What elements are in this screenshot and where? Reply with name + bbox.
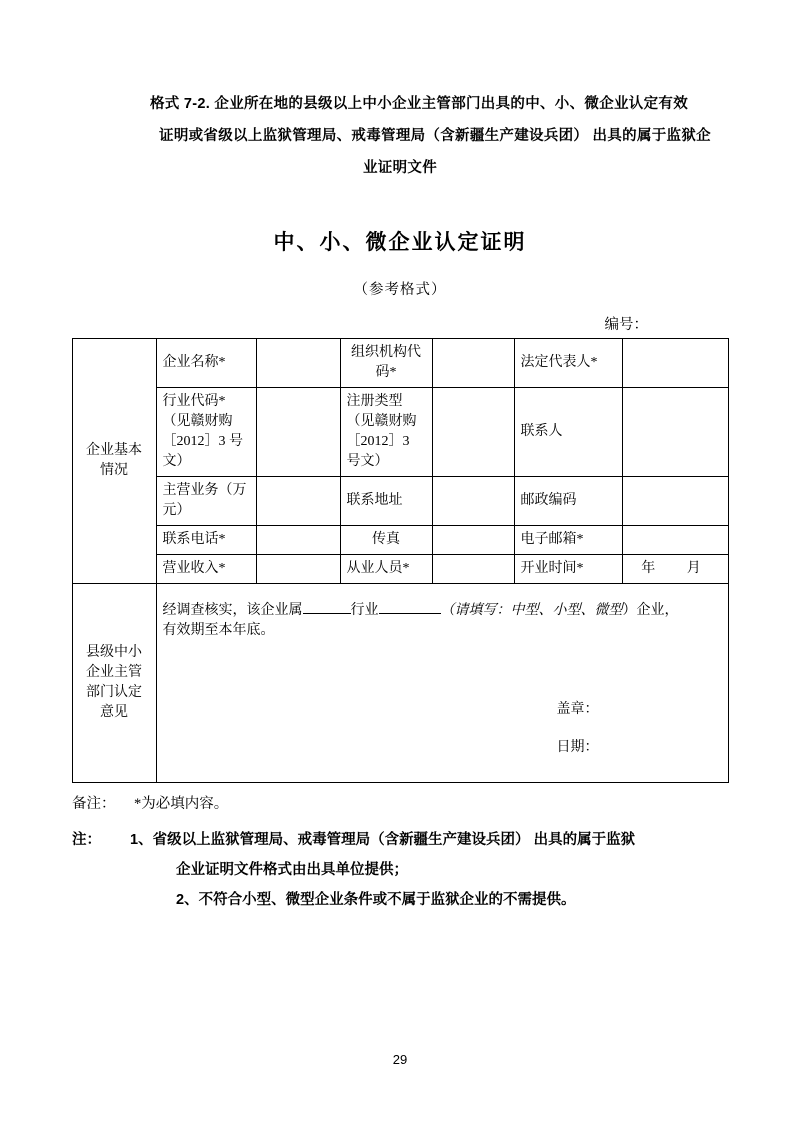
opinion-text-c: （请填写： [440,603,511,618]
note-item-1-line-1: 1、省级以上监狱管理局、戒毒管理局（含新疆生产建设兵团） 出具的属于监狱 [130,832,636,848]
cell-value-fax[interactable] [432,526,514,555]
table-row [72,388,728,477]
notes-label: 注： [72,832,101,848]
cell-value-legal-rep[interactable] [622,339,728,388]
opinion-statement [163,599,722,621]
table-row [72,339,728,388]
cell-value-contact-address[interactable] [432,477,514,526]
serial-number-label: 编号： [604,317,648,333]
cell-value-employees[interactable] [432,555,514,584]
cell-value-open-date[interactable] [622,555,728,584]
opinion-validity: 有效期至本年底。 [162,623,275,638]
remark-label: 备注： [72,796,116,812]
cell-value-company-name[interactable] [256,339,340,388]
cell-label-industry-code: 行业代码*（见赣财购［2012］3 号文） [156,388,256,477]
cell-value-phone[interactable] [256,526,340,555]
remark-line [0,783,800,813]
opinion-text-b: 行业 [350,603,379,618]
cell-label-legal-rep: 法定代表人* [514,339,622,388]
form-heading-line-1: 格式 7-2. 企业所在地的县级以上中小企业主管部门出具的中、小、微企业认定有效 [149,96,689,112]
opinion-option-micro: 微型 [594,603,623,618]
row-header-opinion-line-2: 企业主管 [86,665,142,680]
cell-label-main-business: 主营业务（万元） [156,477,256,526]
document-title: 中、小、微企业认定证明 [273,231,527,254]
cell-value-email[interactable] [622,526,728,555]
opinion-blank-industry-value[interactable] [379,599,441,614]
cell-label-registration-type: 注册类型（见赣财购［2012］3 号文） [340,388,432,477]
enterprise-certification-table [72,338,729,783]
open-date-year-month: 年 月 [641,561,715,576]
cell-label-phone: 联系电话* [156,526,256,555]
form-heading [0,0,800,184]
cell-value-postal-code[interactable] [622,477,728,526]
note-item-1 [72,825,728,855]
table-row [72,584,728,783]
cell-value-org-code[interactable] [432,339,514,388]
cell-value-industry-code[interactable] [256,388,340,477]
note-item-1-line-2: 企业证明文件格式由出具单位提供； [176,862,408,878]
row-header-opinion-line-1: 县级中小 [86,645,142,660]
opinion-stamp-label: 盖章： [556,702,599,717]
table-row [72,526,728,555]
cell-label-postal-code: 邮政编码 [514,477,622,526]
cell-label-open-date: 开业时间* [514,555,622,584]
note-item-2: 2、不符合小型、微型企业条件或不属于监狱企业的不需提供。 [176,892,576,908]
opinion-option-small: 小型、 [552,603,595,618]
row-header-opinion [72,584,156,783]
row-header-basic-info-line-2: 情况 [100,463,128,478]
form-heading-line-3: 业证明文件 [363,160,437,176]
notes-block [0,813,800,915]
table-row [72,555,728,584]
row-header-basic-info-line-1: 企业基本 [86,443,142,458]
cell-label-org-code: 组织机构代码* [340,339,432,388]
cell-label-fax: 传真 [340,526,432,555]
cell-value-revenue[interactable] [256,555,340,584]
cell-value-main-business[interactable] [256,477,340,526]
form-heading-line-2: 证明或省级以上监狱管理局、戒毒管理局（含新疆生产建设兵团） 出具的属于监狱企 [159,128,711,144]
cell-label-employees: 从业人员* [340,555,432,584]
cell-value-registration-type[interactable] [432,388,514,477]
opinion-date-label: 日期： [556,740,599,755]
opinion-text-g: ）企业， [622,603,679,618]
row-header-opinion-line-4: 意见 [100,705,128,720]
opinion-text-a: 经调查核实，该企业属 [162,603,303,618]
cell-label-contact-address: 联系地址 [340,477,432,526]
cell-label-email: 电子邮箱* [514,526,622,555]
table-row [72,477,728,526]
cell-label-company-name: 企业名称* [156,339,256,388]
remark-text: *为必填内容。 [134,796,229,812]
page-number: 29 [392,1052,408,1067]
cell-value-contact-person[interactable] [622,388,728,477]
cell-label-contact-person: 联系人 [514,388,622,477]
document-subtitle: （参考格式） [353,282,447,298]
cell-label-revenue: 营业收入* [156,555,256,584]
opinion-blank-industry[interactable] [303,599,351,614]
row-header-opinion-line-3: 部门认定 [86,685,142,700]
opinion-option-medium: 中型、 [510,603,553,618]
row-header-basic-info [72,339,156,584]
opinion-content[interactable] [156,584,728,783]
